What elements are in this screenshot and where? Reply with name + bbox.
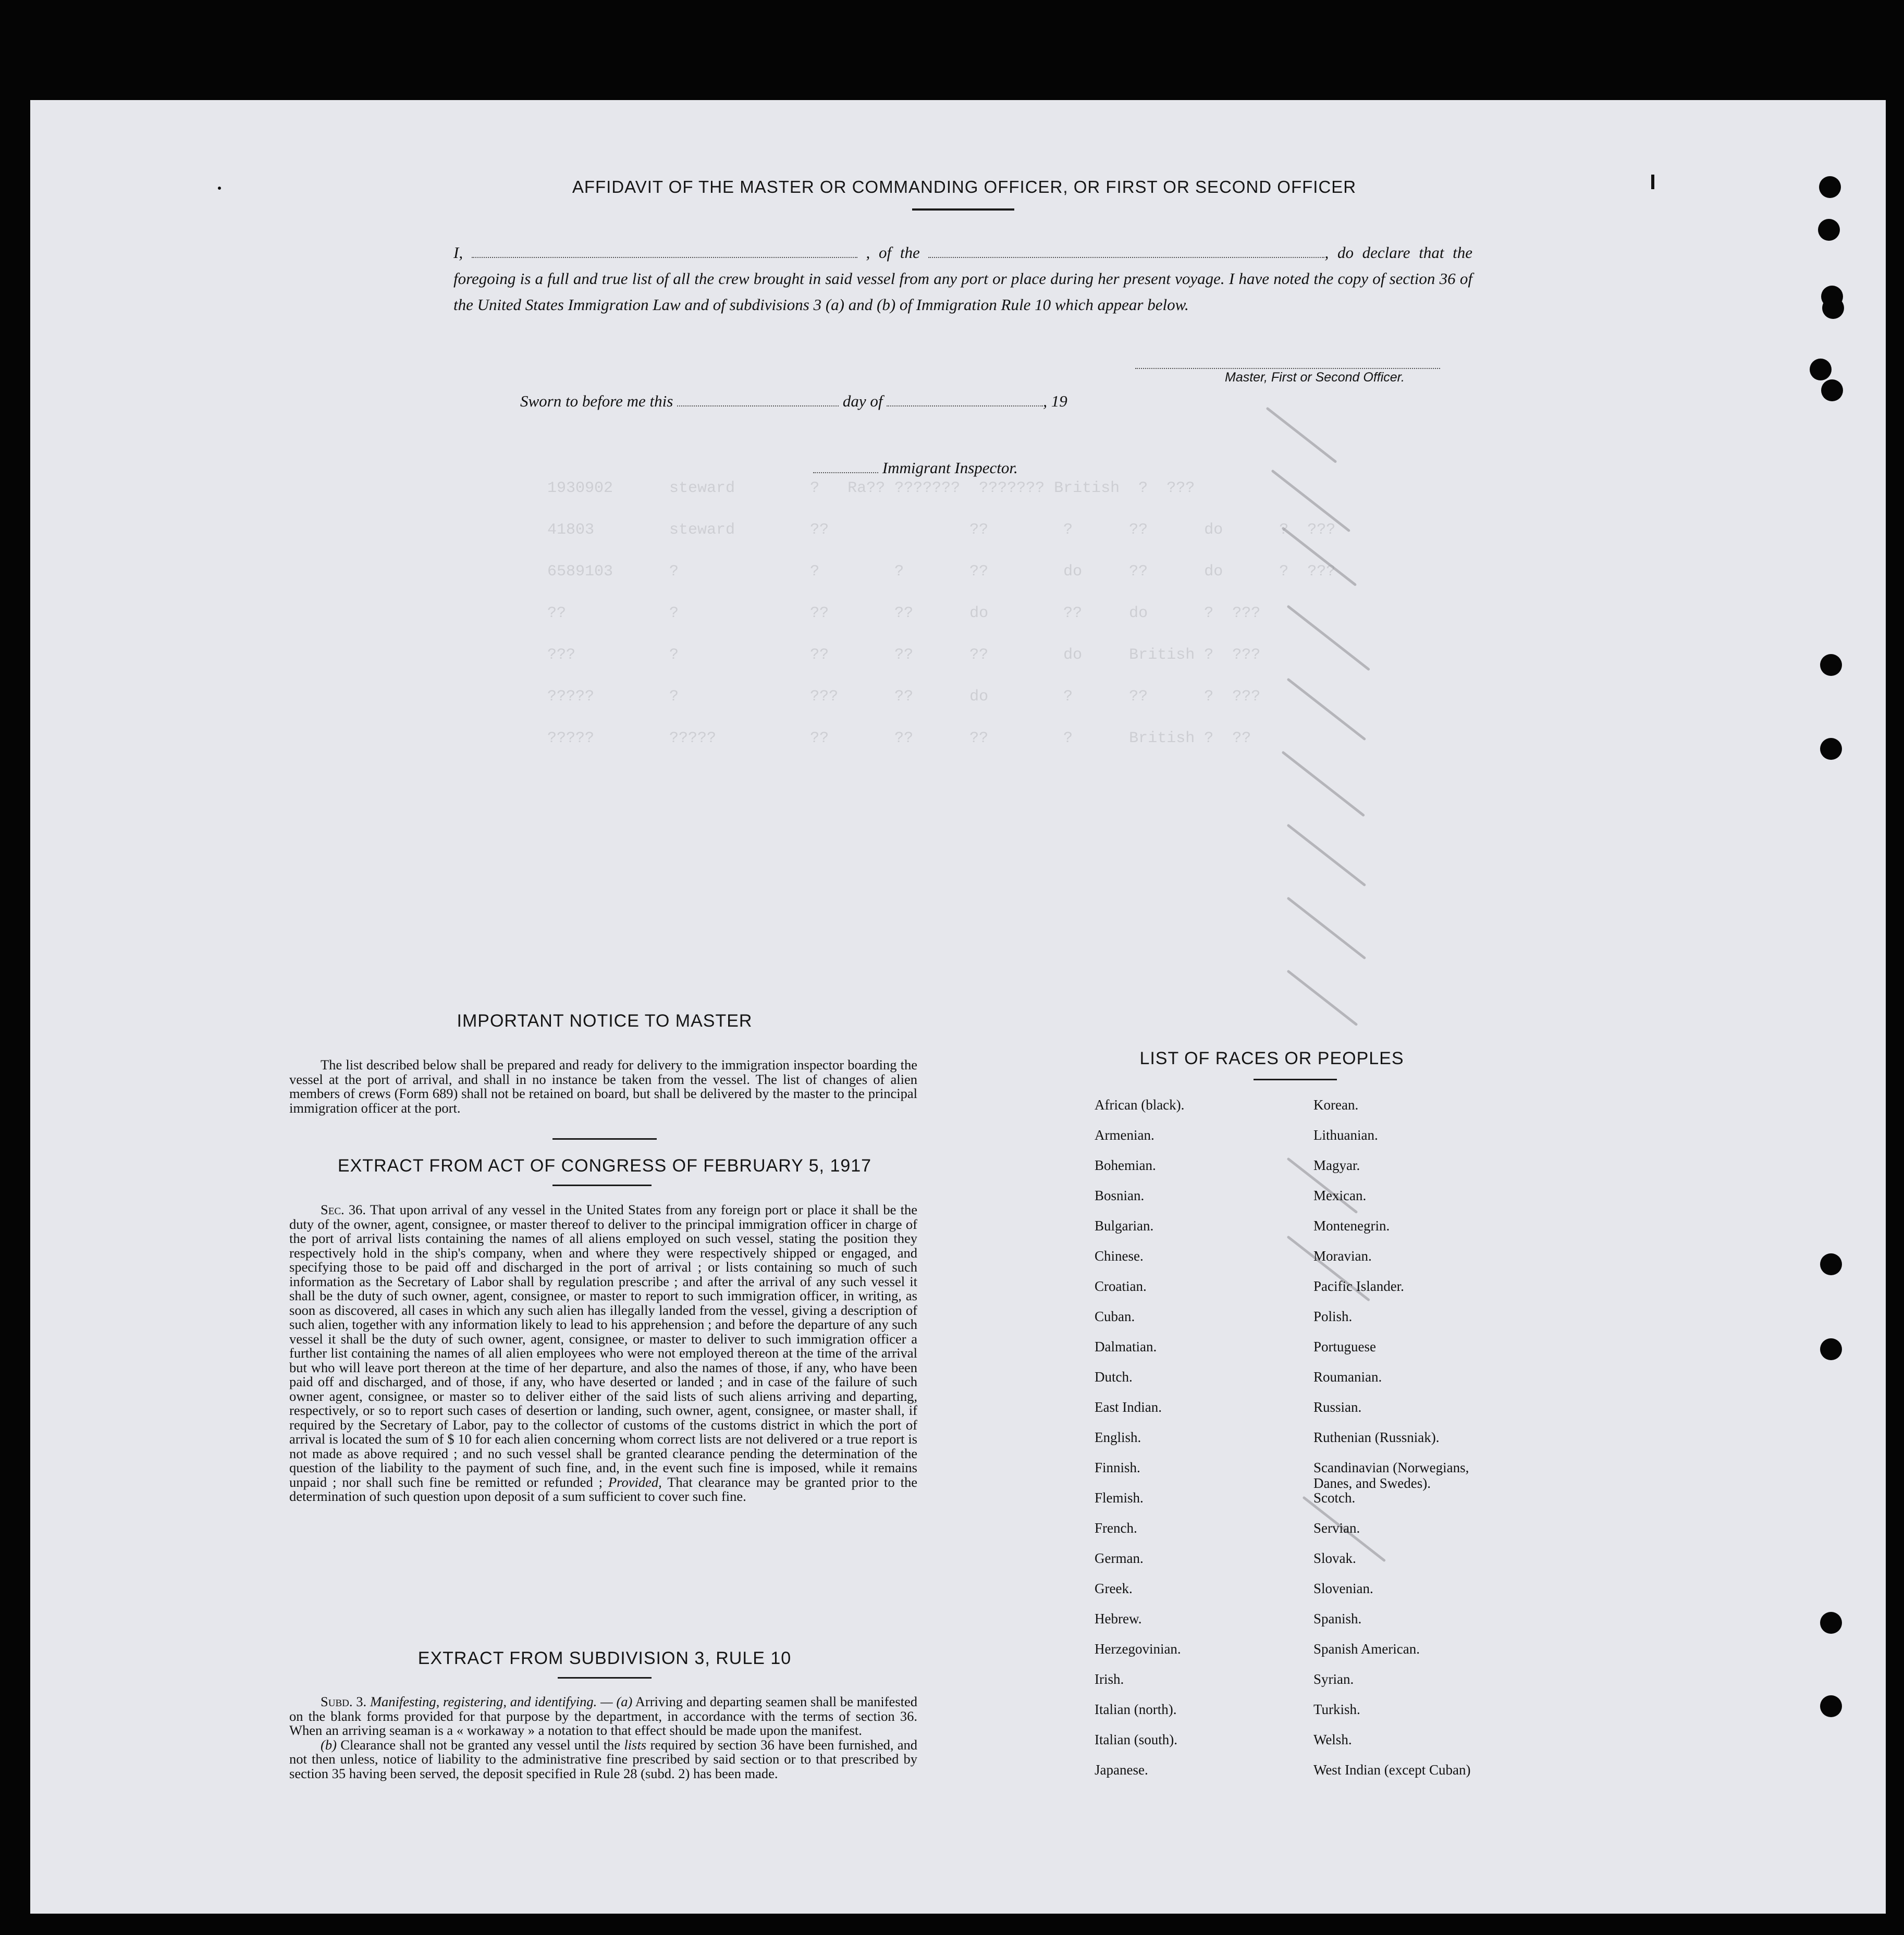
master-signature-label: Master, First or Second Officer. <box>1225 370 1405 385</box>
inspector-signature-field[interactable] <box>813 461 878 473</box>
race-item: Italian (north). <box>1095 1702 1177 1717</box>
races-title: LIST OF RACES OR PEOPLES <box>1139 1049 1404 1068</box>
inspector-line <box>813 459 1018 477</box>
race-item: Cuban. <box>1095 1309 1135 1324</box>
races-title-rule <box>1254 1079 1337 1080</box>
affidavit-title-rule <box>912 208 1014 211</box>
section-36-text-end: That clearance may be granted prior to the determination of such question upon deposit of a sum sufficient to cover such fine. <box>289 1474 917 1504</box>
race-item: Scotch. <box>1313 1490 1356 1506</box>
binder-hole <box>1820 1253 1842 1275</box>
paragraph-b-start: Clearance shall not be granted any vessel until the <box>340 1736 621 1753</box>
tick-mark <box>1651 175 1654 189</box>
race-item: Spanish. <box>1313 1611 1362 1626</box>
inspector-label: Immigrant Inspector. <box>882 459 1018 477</box>
i-label: I, <box>453 243 463 262</box>
race-item: Chinese. <box>1095 1248 1144 1264</box>
race-item: African (black). <box>1095 1097 1185 1113</box>
dot-mark <box>218 187 221 190</box>
race-item: Korean. <box>1313 1097 1359 1113</box>
race-item: Spanish American. <box>1313 1641 1420 1657</box>
binder-hole <box>1822 297 1844 319</box>
sworn-day-field[interactable] <box>677 394 839 406</box>
master-signature-line[interactable] <box>1135 368 1440 369</box>
ghost-line: 41803 steward ?? ?? ? ?? do ? ??? <box>547 521 1336 539</box>
race-item: Irish. <box>1095 1671 1124 1687</box>
race-item: Herzegovinian. <box>1095 1641 1181 1657</box>
race-item: French. <box>1095 1520 1137 1536</box>
notice-text <box>289 1058 917 1115</box>
ghost-line: 1930902 steward ? Ra?? ??????? ??????? British ? ??? <box>547 479 1195 497</box>
race-item: English. <box>1095 1429 1141 1445</box>
race-item: Finnish. <box>1095 1460 1140 1475</box>
lists-word: lists <box>624 1736 647 1753</box>
year-label: , 19 <box>1043 392 1067 410</box>
ghost-line: ?? ? ?? ?? do ?? do ? ??? <box>547 605 1261 622</box>
race-item: Pacific Islander. <box>1313 1278 1404 1294</box>
race-item: Slovenian. <box>1313 1581 1373 1596</box>
binder-hole <box>1820 1338 1842 1360</box>
sworn-month-field[interactable] <box>887 394 1043 406</box>
act-extract-rule <box>552 1185 652 1186</box>
race-item: Bulgarian. <box>1095 1218 1154 1234</box>
race-item: Hebrew. <box>1095 1611 1142 1626</box>
act-extract-text <box>289 1203 917 1504</box>
race-item: Portuguese <box>1313 1339 1376 1354</box>
ghost-line: 6589103 ? ? ? ?? do ?? do ? ??? <box>547 563 1336 581</box>
paragraph-b-end: required by section 36 have been furnished, and not then unless, notice of liability to the administrative fine prescribed by said section or to that prescribed by section 35 having been served, the deposit specified in Rule 28 (subd. 2) has been made. <box>289 1736 918 1781</box>
race-item: Polish. <box>1313 1309 1353 1324</box>
ghost-line: ????? ????? ?? ?? ?? ? British ? ?? <box>547 730 1251 747</box>
ghost-line: ??? ? ?? ?? ?? do British ? ??? <box>547 646 1261 664</box>
race-item: Moravian. <box>1313 1248 1372 1264</box>
binder-hole <box>1820 1612 1842 1634</box>
binder-hole <box>1819 176 1841 198</box>
race-item: Dalmatian. <box>1095 1339 1157 1354</box>
do-declare-label: , do declare <box>1324 243 1410 262</box>
race-item: Bohemian. <box>1095 1157 1156 1173</box>
name-field[interactable] <box>472 245 857 258</box>
race-item: Lithuanian. <box>1313 1127 1378 1143</box>
sworn-line <box>520 392 1067 411</box>
race-item: Welsh. <box>1313 1732 1352 1747</box>
ghost-line: ????? ? ??? ?? do ? ?? ? ??? <box>547 688 1261 706</box>
race-item: Scandinavian (Norwegians, Danes, and Swedes). <box>1313 1460 1469 1491</box>
race-item: Servian. <box>1313 1520 1360 1536</box>
rule-extract-text <box>289 1695 917 1781</box>
rule-extract-rule <box>558 1677 652 1679</box>
race-item: Armenian. <box>1095 1127 1154 1143</box>
race-item: Roumanian. <box>1313 1369 1382 1385</box>
race-item: Syrian. <box>1313 1671 1354 1687</box>
b-label: (b) <box>321 1736 337 1753</box>
notice-rule <box>552 1138 657 1140</box>
section-label: Sec. 36. <box>321 1202 366 1217</box>
race-item: Montenegrin. <box>1313 1218 1390 1234</box>
races-column-1 <box>1095 1097 1184 1792</box>
sworn-label: Sworn to before me this <box>520 392 673 410</box>
race-item: Mexican. <box>1313 1188 1367 1203</box>
subd-heading: Manifesting, registering, and identifying. — (a) <box>370 1694 633 1709</box>
notice-paragraph: The list described below shall be prepared and ready for delivery to the immigration inspector boarding the vessel at the port of arrival, and shall in no instance be taken from the vessel. The list of changes of alien members of crews (Form 689) shall not be retained on board, but shall be delivered by the master to the principal immigration officer at the port. <box>289 1057 917 1116</box>
binder-hole <box>1820 1695 1842 1717</box>
day-of-label: day of <box>842 392 883 410</box>
notice-title: IMPORTANT NOTICE TO MASTER <box>457 1011 753 1031</box>
of-the-label: , of the <box>866 243 920 262</box>
affidavit-declaration <box>453 240 1472 318</box>
affidavit-statement: that the foregoing is a full and true list of all the crew brought in said vessel from any port or place during her present voyage. I have noted the copy of section 36 of the United States Immigration Law and of subdivisions 3 (a) and (b) of Immigration Rule 10 which appear below. <box>453 243 1473 314</box>
race-item: West Indian (except Cuban) <box>1313 1762 1471 1778</box>
binder-hole <box>1820 654 1842 676</box>
races-column-2 <box>1313 1097 1501 1792</box>
race-item: Ruthenian (Russniak). <box>1313 1429 1440 1445</box>
act-extract-title: EXTRACT FROM ACT OF CONGRESS OF FEBRUARY 5, 1917 <box>337 1156 872 1176</box>
binder-hole <box>1821 379 1843 401</box>
binder-hole <box>1820 738 1842 760</box>
provided-label: Provided, <box>608 1474 662 1490</box>
race-item: Bosnian. <box>1095 1188 1145 1203</box>
race-item: Croatian. <box>1095 1278 1147 1294</box>
binder-hole <box>1810 359 1832 380</box>
vessel-field[interactable] <box>928 245 1324 258</box>
race-item: East Indian. <box>1095 1399 1162 1415</box>
race-item: Magyar. <box>1313 1157 1360 1173</box>
affidavit-title: AFFIDAVIT OF THE MASTER OR COMMANDING OFFICER, OR FIRST OR SECOND OFFICER <box>572 177 1357 196</box>
race-item: Slovak. <box>1313 1550 1356 1566</box>
race-item: Italian (south). <box>1095 1732 1177 1747</box>
paragraph-a: Arriving and departing seamen shall be manifested on the blank forms provided for that purpose by the department, in accordance with the terms of section 36. When an arriving seaman is a « workaway » a notation to that effect should be made upon the manifest. <box>289 1694 917 1738</box>
binder-hole <box>1818 219 1840 241</box>
race-item: German. <box>1095 1550 1144 1566</box>
subd-label: Subd. 3. <box>321 1694 367 1709</box>
section-36-text: That upon arrival of any vessel in the United States from any foreign port or place it shall be the duty of the owner, agent, consignee, or master thereof to deliver to the principal immigration officer in charge of the port of arrival lists containing the names of all aliens employed on such vessel, stating the position they respectively hold in the ship's company, when and where they were respectively shipped or engaged, and specifying those to be paid off and discharged in the port of arrival ; or lists containing so much of such information as the Secretary of Labor shall by regulation prescribe ; and after the arrival of any such vessel it shall be the duty of such owner, agent, consignee, or master to report to such immigration officer, in writing, as soon as discovered, all cases in which any such alien has illegally landed from the vessel, giving a description of such alien, together with any information likely to lead to his apprehension ; and before the departure of any such vessel it shall be the duty of such owner, agent, consignee, or master to deliver to such immigration officer a further list containing the names of all alien employees who were not employed thereon at the time of the arrival but who will leave port thereon at the time of her departure, and also the names of those, if any, who have been paid off and discharged, and of those, if any, who have deserted or landed ; and in case of the failure of such owner agent, consignee, or master so to deliver either of the said lists of such aliens arriving and departing, respectively, or so to report such cases of desertion or landing, such owner, agent, consignee, or master shall, if required by the Secretary of Labor, pay to the collector of customs of the customs district in which the port of arrival is located the sum of $ 10 for each alien concerning whom correct lists are not delivered or a true report is not made as above required ; and no such vessel shall be granted clearance pending the determination of the question of the liability to the payment of such fine, and, in the event such fine is imposed, while it remains unpaid ; nor shall such fine be remitted or refunded ; <box>289 1202 917 1490</box>
rule-extract-title: EXTRACT FROM SUBDIVISION 3, RULE 10 <box>417 1648 792 1668</box>
race-item: Japanese. <box>1095 1762 1148 1778</box>
race-item: Russian. <box>1313 1399 1362 1415</box>
race-item: Turkish. <box>1313 1702 1360 1717</box>
race-item: Dutch. <box>1095 1369 1133 1385</box>
form-page <box>30 100 1886 1914</box>
race-item: Greek. <box>1095 1581 1133 1596</box>
race-item: Flemish. <box>1095 1490 1144 1506</box>
